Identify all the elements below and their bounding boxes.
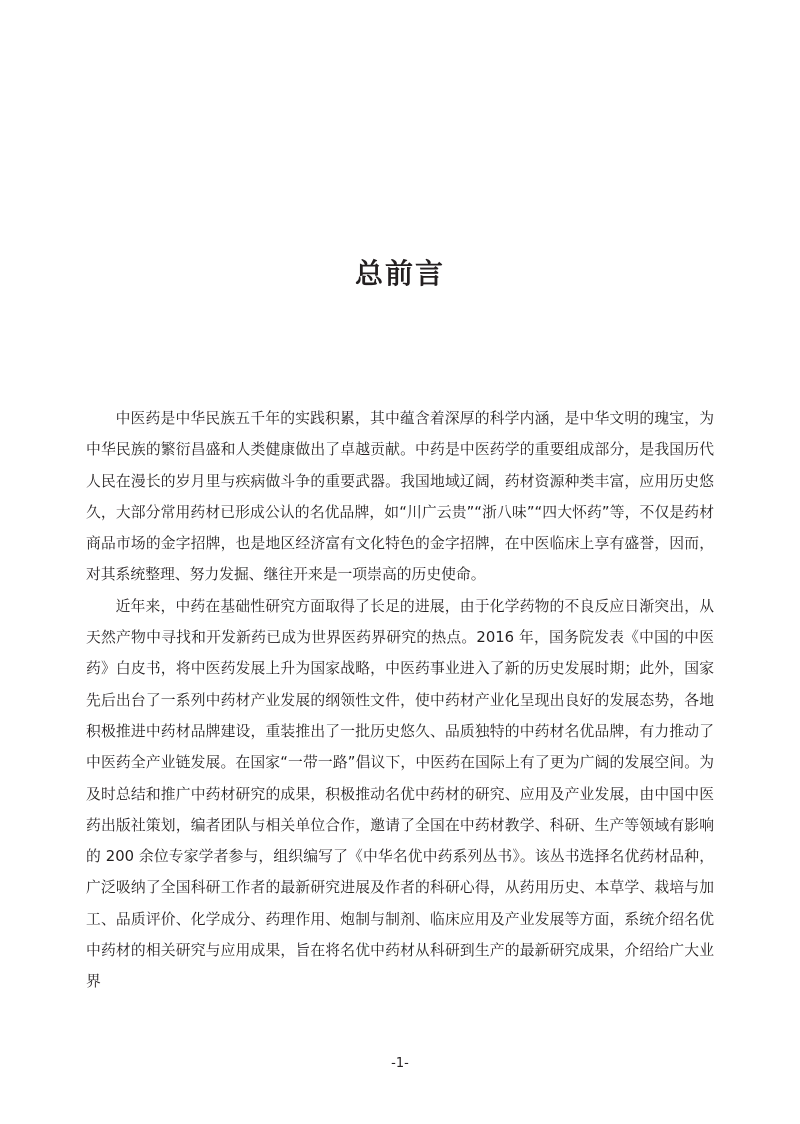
page-number: -1- (391, 1056, 409, 1071)
page-title: 总前言 (354, 257, 445, 290)
preface-paragraph-1: 中医药是中华民族五千年的实践积累，其中蕴含着深厚的科学内涵，是中华文明的瑰宝，为中华民族的繁衍昌盛和人类健康做出了卓越贡献。中药是中医药学的重要组成部分，是我国历代人民在漫长的岁月里与疾病做斗争的重要武器。我国地域辽阔，药材资源种类丰富，应用历史悠久，大部分常用药材已形成公认的名优品牌，如“川广云贵”“浙八味”“四大怀药”等，不仅是药材商品市场的金字招牌，也是地区经济富有文化特色的金字招牌，在中医临床上享有盛誉，因而，对其系统整理、努力发掘、继往开来是一项崇高的历史使命。 (86, 410, 714, 584)
preface-paragraph-2: 近年来，中药在基础性研究方面取得了长足的进展，由于化学药物的不良反应日渐突出，从天然产物中寻找和开发新药已成为世界医药界研究的热点。2016 年，国务院发表《中国的中医药》白皮书，将中医药发展上升为国家战略，中医药事业进入了新的历史发展时期；此外，国家先后出台了一系列中药材产业发展的纲领性文件，使中药材产业化呈现出良好的发展态势，各地积极推进中药材品牌建设，重装推出了一批历史悠久、品质独特的中药材名优品牌，有力推动了中医药全产业链发展。在国家“一带一路”倡议下，中医药在国际上有了更为广阔的发展空间。为及时总结和推广中药材研究的成果，积极推动名优中药材的研究、应用及产业发展，由中国中医药出版社策划，编者团队与相关单位合作，邀请了全国在中药材教学、科研、生产等领域有影响的 200 余位专家学者参与，组织编写了《中华名优中药系列丛书》。该丛书选择名优药材品种，广泛吸纳了全国科研工作者的最新研究进展及作者的科研心得，从药用历史、本草学、栽培与加工、品质评价、化学成分、药理作用、炮制与制剂、临床应用及产业发展等方面，系统介绍名优中药材的相关研究与应用成果，旨在将名优中药材从科研到生产的最新研究成果，介绍给广大业界 (86, 597, 714, 991)
preface-body (86, 403, 714, 998)
